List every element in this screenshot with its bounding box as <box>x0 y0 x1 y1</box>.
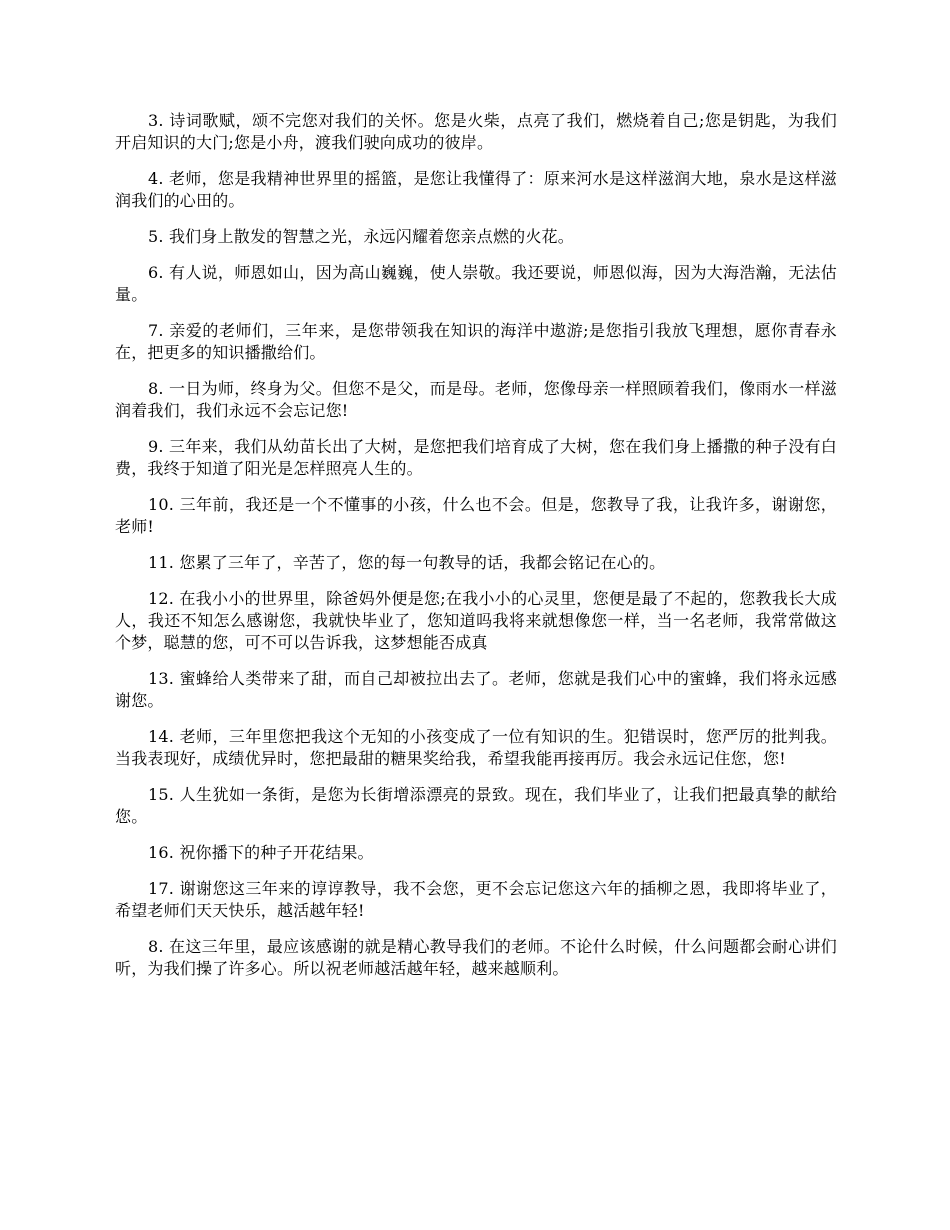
paragraph-12: 12. 在我小小的世界里，除爸妈外便是您;在我小小的心灵里，您便是最了不起的，您教我长大成人，我还不知怎么感谢您，我就快毕业了，您知道吗我将来就想像您一样，当一名老师，我常常做这个梦，聪慧的您，可不可以告诉我，这梦想能否成真 <box>115 589 837 652</box>
paragraph-13: 13. 蜜蜂给人类带来了甜，而自己却被拉出去了。老师，您就是我们心中的蜜蜂，我们将永远感谢您。 <box>115 669 837 710</box>
paragraph-15: 15. 人生犹如一条街，是您为长街增添漂亮的景致。现在，我们毕业了，让我们把最真挚的献给您。 <box>115 785 837 826</box>
paragraph-6: 6. 有人说，师恩如山，因为高山巍巍，使人崇敬。我还要说，师恩似海，因为大海浩瀚，无法估量。 <box>115 263 837 304</box>
paragraph-11: 11. 您累了三年了，辛苦了，您的每一句教导的话，我都会铭记在心的。 <box>148 553 666 572</box>
paragraph-10: 10. 三年前，我还是一个不懂事的小孩，什么也不会。但是，您教导了我，让我许多，谢谢您，老师! <box>115 495 837 536</box>
paragraph-final: 8. 在这三年里，最应该感谢的就是精心教导我们的老师。不论什么时候，什么问题都会耐心讲们听，为我们操了许多心。所以祝老师越活越年轻，越来越顺利。 <box>115 937 837 978</box>
paragraph-9: 9. 三年来，我们从幼苗长出了大树，是您把我们培育成了大树，您在我们身上播撒的种子没有白费，我终于知道了阳光是怎样照亮人生的。 <box>115 437 837 478</box>
paragraph-16: 16. 祝你播下的种子开花结果。 <box>148 843 374 862</box>
paragraph-17: 17. 谢谢您这三年来的谆谆教导，我不会您，更不会忘记您这六年的插柳之恩，我即将毕业了，希望老师们天天快乐，越活越年轻! <box>115 879 837 920</box>
paragraph-8: 8. 一日为师，终身为父。但您不是父，而是母。老师，您像母亲一样照顾着我们，像雨水一样滋润着我们，我们永远不会忘记您! <box>115 379 837 420</box>
paragraph-4: 4. 老师，您是我精神世界里的摇篮，是您让我懂得了：原来河水是这样滋润大地，泉水是这样滋润我们的心田的。 <box>115 169 837 210</box>
paragraph-5: 5. 我们身上散发的智慧之光，永远闪耀着您亲点燃的火花。 <box>148 227 574 246</box>
paragraph-3: 3. 诗词歌赋，颂不完您对我们的关怀。您是火柴，点亮了我们，燃烧着自己;您是钥匙，为我们开启知识的大门;您是小舟，渡我们驶向成功的彼岸。 <box>115 111 837 152</box>
paragraph-14: 14. 老师，三年里您把我这个无知的小孩变成了一位有知识的生。犯错误时，您严厉的批判我。当我表现好，成绩优异时，您把最甜的糖果奖给我，希望我能再接再厉。我会永远记住您，您! <box>115 727 837 768</box>
paragraph-7: 7. 亲爱的老师们，三年来，是您带领我在知识的海洋中遨游;是您指引我放飞理想，愿你青春永在，把更多的知识播撒给们。 <box>115 321 837 362</box>
document-body <box>115 110 837 994</box>
